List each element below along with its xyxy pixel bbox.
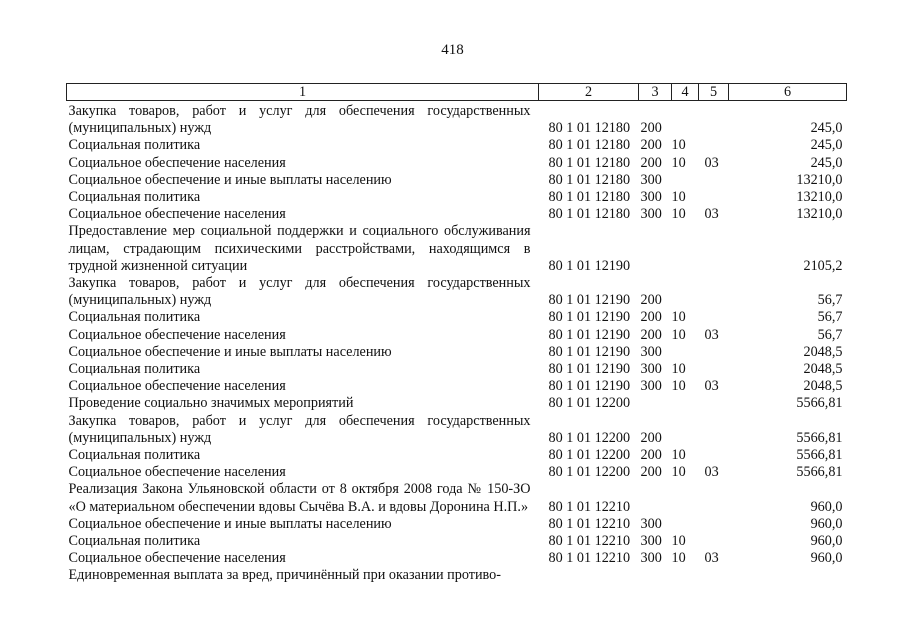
amount-cell: 2048,5 [803,378,843,395]
expense-type-cell: 200 [640,120,662,137]
column-header-6: 6 [729,84,847,101]
expense-type-cell: 300 [640,378,662,395]
name-cell: Социальная политика [68,361,201,378]
target-article-cell: 80 1 01 12180 [548,137,631,154]
name-cell: Единовременная выплата за вред, причинённый при оказании противо- [68,567,501,584]
section-cell [672,413,699,447]
table-row [67,447,847,464]
table-row [67,378,847,395]
amount-cell: 2105,2 [803,257,843,274]
target-article-cell: 80 1 01 12190 [548,378,631,395]
amount-cell: 2048,5 [803,361,843,378]
target-article-cell: 80 1 01 12200 [548,429,631,446]
target-article-cell: 80 1 01 12210 [548,498,631,515]
name-cell: Социальная политика [68,533,201,550]
subsection-cell [699,361,729,378]
column-header-3: 3 [639,84,672,101]
target-article-cell: 80 1 01 12200 [548,395,631,412]
amount-cell: 245,0 [810,120,843,137]
name-cell: Закупка товаров, работ и услуг для обеспечения государственных (муниципальных) нужд [68,412,531,446]
amount-cell: 2048,5 [803,343,843,360]
target-article-cell: 80 1 01 12210 [548,550,631,567]
table-row [67,413,847,447]
subsection-cell: 03 [704,206,719,223]
expense-type-cell [639,223,672,275]
table-row [67,172,847,189]
name-cell: Социальное обеспечение и иные выплаты населению [68,343,392,360]
section-cell: 10 [671,550,686,567]
name-cell: Социальное обеспечение населения [68,206,286,223]
amount-cell [729,567,847,584]
amount-cell: 56,7 [817,326,843,343]
target-article-cell: 80 1 01 12190 [548,309,631,326]
table-row [67,550,847,567]
section-cell: 10 [671,137,686,154]
section-cell: 10 [671,154,686,171]
subsection-cell [699,223,729,275]
subsection-cell [699,516,729,533]
amount-cell: 960,0 [810,515,843,532]
subsection-cell: 03 [704,464,719,481]
table-row [67,189,847,206]
target-article-cell: 80 1 01 12180 [548,120,631,137]
subsection-cell: 03 [704,154,719,171]
table-row [67,344,847,361]
table-header [67,84,847,101]
expense-type-cell: 300 [640,515,662,532]
expense-type-cell: 200 [640,429,662,446]
table-row [67,155,847,172]
page-number: 418 [441,42,464,58]
name-cell: Предоставление мер социальной поддержки и социального обслуживания лицам, страдающим психическими расстройствами, находящимся в трудной жизненной ситуации [68,223,531,274]
target-article-cell: 80 1 01 12190 [548,361,631,378]
expense-type-cell: 200 [640,326,662,343]
subsection-cell: 03 [704,378,719,395]
expense-type-cell: 300 [640,343,662,360]
section-cell [672,481,699,515]
table-row [67,275,847,309]
table-row [67,206,847,223]
expense-type-cell: 200 [640,464,662,481]
name-cell: Закупка товаров, работ и услуг для обеспечения государственных (муниципальных) нужд [68,275,531,309]
table-row [67,516,847,533]
section-cell: 10 [671,206,686,223]
subsection-cell [699,275,729,309]
section-cell: 10 [671,447,686,464]
name-cell: Социальная политика [68,189,201,206]
table-row [67,533,847,550]
amount-cell: 245,0 [810,137,843,154]
expense-type-cell [639,567,672,584]
subsection-cell [699,189,729,206]
target-article-cell [539,567,639,584]
name-cell: Социальное обеспечение населения [68,550,286,567]
name-cell: Социальная политика [68,447,201,464]
target-article-cell: 80 1 01 12180 [548,171,631,188]
amount-cell: 5566,81 [796,464,843,481]
subsection-cell [699,101,729,138]
subsection-cell [699,567,729,584]
name-cell: Проведение социально значимых мероприятий [68,395,354,412]
section-cell [672,275,699,309]
name-cell: Социальное обеспечение населения [68,154,286,171]
subsection-cell [699,413,729,447]
name-cell: Социальное обеспечение населения [68,378,286,395]
expense-type-cell: 300 [640,550,662,567]
section-cell [672,172,699,189]
table-row [67,223,847,275]
name-cell: Социальная политика [68,309,201,326]
expense-type-cell: 200 [640,309,662,326]
section-cell [672,223,699,275]
expense-type-cell: 300 [640,533,662,550]
target-article-cell: 80 1 01 12180 [548,206,631,223]
expense-type-cell: 200 [640,154,662,171]
amount-cell: 56,7 [817,292,843,309]
expense-type-cell: 300 [640,206,662,223]
target-article-cell: 80 1 01 12210 [548,515,631,532]
subsection-cell [699,172,729,189]
subsection-cell [699,395,729,412]
section-cell [672,101,699,138]
expense-type-cell: 200 [640,447,662,464]
table-row [67,361,847,378]
section-cell: 10 [671,326,686,343]
expense-type-cell: 300 [640,189,662,206]
column-header-2: 2 [539,84,639,101]
target-article-cell: 80 1 01 12180 [548,154,631,171]
amount-cell: 5566,81 [796,447,843,464]
subsection-cell: 03 [704,550,719,567]
budget-table [66,83,847,585]
section-cell [672,395,699,412]
subsection-cell [699,447,729,464]
column-header-4: 4 [672,84,699,101]
expense-type-cell [639,481,672,515]
subsection-cell [699,309,729,326]
expense-type-cell: 300 [640,361,662,378]
amount-cell: 56,7 [817,309,843,326]
subsection-cell [699,481,729,515]
section-cell [672,516,699,533]
section-cell: 10 [671,464,686,481]
amount-cell: 960,0 [810,533,843,550]
expense-type-cell [639,395,672,412]
amount-cell: 13210,0 [796,206,843,223]
section-cell: 10 [671,189,686,206]
amount-cell: 13210,0 [796,171,843,188]
name-cell: Социальное обеспечение и иные выплаты населению [68,171,392,188]
table-row [67,464,847,481]
name-cell: Закупка товаров, работ и услуг для обеспечения государственных (муниципальных) нужд [68,103,531,137]
section-cell: 10 [671,533,686,550]
section-cell: 10 [671,309,686,326]
target-article-cell: 80 1 01 12200 [548,447,631,464]
target-article-cell: 80 1 01 12180 [548,189,631,206]
amount-cell: 960,0 [810,550,843,567]
section-cell [672,344,699,361]
table-row [67,309,847,326]
target-article-cell: 80 1 01 12190 [548,326,631,343]
name-cell: Социальное обеспечение населения [68,464,286,481]
table-row [67,101,847,138]
amount-cell: 960,0 [810,498,843,515]
amount-cell: 5566,81 [796,395,843,412]
section-cell: 10 [671,378,686,395]
amount-cell: 13210,0 [796,189,843,206]
target-article-cell: 80 1 01 12190 [548,257,631,274]
table-row [67,395,847,412]
column-number-row [67,84,847,101]
target-article-cell: 80 1 01 12190 [548,343,631,360]
expense-type-cell: 300 [640,171,662,188]
section-cell [672,567,699,584]
subsection-cell [699,137,729,154]
name-cell: Социальное обеспечение населения [68,326,286,343]
amount-cell: 245,0 [810,154,843,171]
name-cell: Социальная политика [68,137,201,154]
table-body [67,101,847,585]
expense-type-cell: 200 [640,137,662,154]
name-cell: Социальное обеспечение и иные выплаты населению [68,515,392,532]
table-row [67,137,847,154]
subsection-cell [699,344,729,361]
table-row [67,481,847,515]
target-article-cell: 80 1 01 12190 [548,292,631,309]
table-row [67,327,847,344]
column-header-1: 1 [67,84,539,101]
section-cell: 10 [671,361,686,378]
expense-type-cell: 200 [640,292,662,309]
column-header-5: 5 [699,84,729,101]
name-cell: Реализация Закона Ульяновской области от 8 октября 2008 года № 150-ЗО «О материальном обеспечении вдовы Сычёва В.А. и вдовы Доронина Н.П.» [68,481,531,515]
budget-table-container [66,83,846,585]
amount-cell: 5566,81 [796,429,843,446]
subsection-cell: 03 [704,326,719,343]
table-row [67,567,847,584]
target-article-cell: 80 1 01 12210 [548,533,631,550]
target-article-cell: 80 1 01 12200 [548,464,631,481]
subsection-cell [699,533,729,550]
